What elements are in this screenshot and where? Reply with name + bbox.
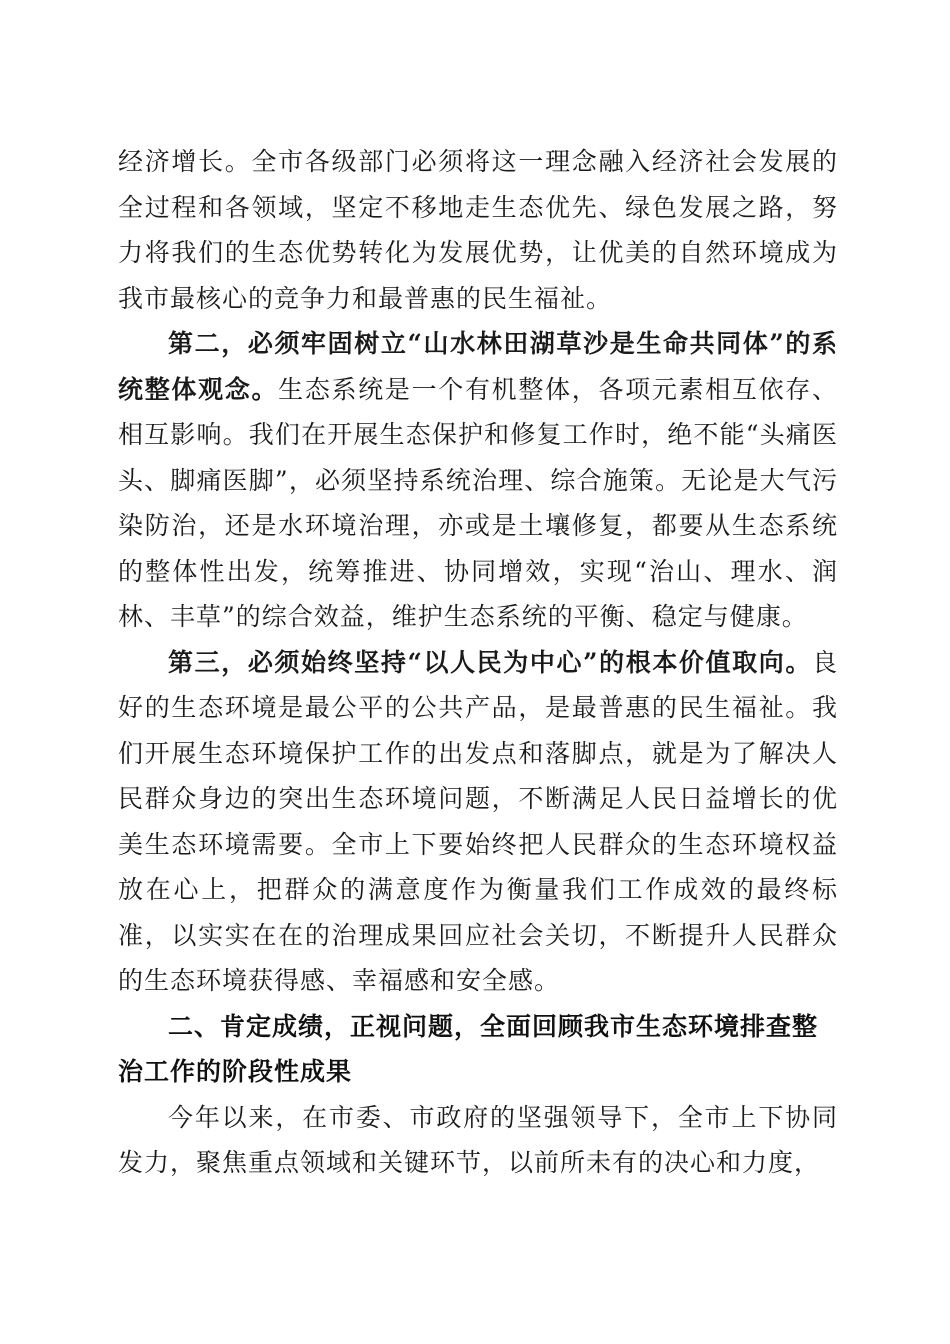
paragraph-text: 经济增长。全市各级部门必须将这一理念融入经济社会发展的全过程和各领域，坚定不移地走生态优先、绿色发展之路，努力将我们的生态优势转化为发展优势，让优美的自然环境成为我市最核心的竞争力和最普惠的民生福祉。 bbox=[118, 147, 838, 313]
paragraph-lead: 第三，必须始终坚持“以人民为中心”的根本价值取向。 bbox=[168, 647, 812, 677]
paragraph-review bbox=[118, 1095, 838, 1186]
section-heading: 二、肯定成绩，正视问题，全面回顾我市生态环境排查整治工作的阶段性成果 bbox=[118, 1011, 819, 1086]
paragraph-text: 良好的生态环境是最公平的公共产品，是最普惠的民生福祉。我们开展生态环境保护工作的出发点和落脚点，就是为了解决人民群众身边的突出生态环境问题，不断满足人民日益增长的优美生态环境需要。全市上下要始终把人民群众的生态环境权益放在心上，把群众的满意度作为衡量我们工作成效的最终标准，以实实在在的治理成果回应社会关切，不断提升人民群众的生态环境获得感、幸福感和安全感。 bbox=[118, 647, 838, 995]
paragraph-text: 今年以来，在市委、市政府的坚强领导下，全市上下协同发力，聚焦重点领域和关键环节，以前所未有的决心和力度， bbox=[118, 1102, 838, 1177]
paragraph-second-principle bbox=[118, 321, 838, 640]
paragraph-third-principle bbox=[118, 640, 838, 1004]
document-body bbox=[118, 139, 838, 1186]
paragraph-lead: 第二，必须牢固树立“山水林田湖草沙是生命共同体”的系统整体观念。 bbox=[118, 329, 838, 404]
paragraph-text: 生态系统是一个有机整体，各项元素相互依存、相互影响。我们在开展生态保护和修复工作时，绝不能“头痛医头、脚痛医脚”，必须坚持系统治理、综合施策。无论是大气污染防治，还是水环境治理，亦或是土壤修复，都要从生态系统的整体性出发，统筹推进、协同增效，实现“治山、理水、润林、丰草”的综合效益，维护生态系统的平衡、稳定与健康。 bbox=[118, 374, 838, 631]
paragraph-continuation bbox=[118, 139, 838, 321]
